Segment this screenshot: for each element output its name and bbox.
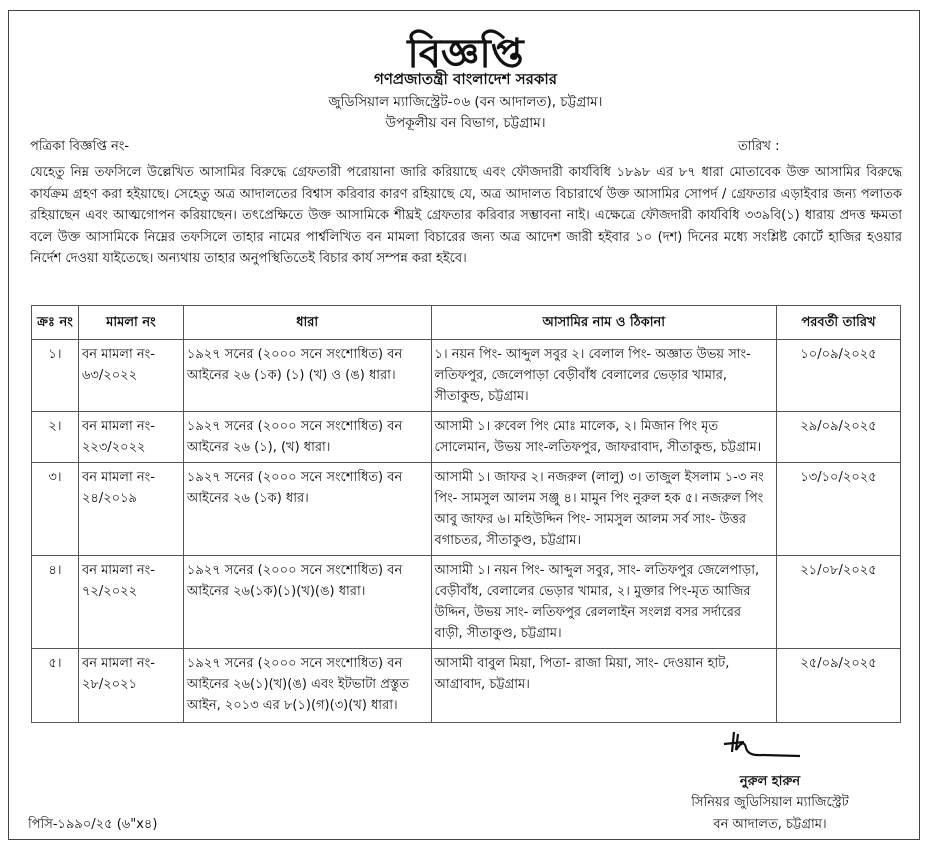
signatory-designation: সিনিয়র জুডিসিয়াল ম্যাজিস্ট্রেট — [691, 795, 849, 810]
next-date-cell: ২৯/০৯/২০২৫ — [777, 412, 901, 463]
next-date-cell: ১৩/১০/২০২৫ — [777, 463, 901, 556]
accused-cell: আসামী বাবুল মিয়া, পিতা- রাজা মিয়া, সাং- দেওয়ান হাট, আগ্রাবাদ, চট্টগ্রাম। — [431, 649, 777, 723]
department-name: উপকূলীয় বন বিভাগ, চট্টগ্রাম। — [385, 115, 546, 131]
section-cell: ১৯২৭ সনের (২০০০ সনে সংশোধিত) বন আইনের ২৬ (১), (খ) ধারা। — [183, 412, 431, 463]
header-serial: ক্রঃ নং — [32, 306, 79, 340]
table-row — [32, 340, 901, 412]
header-accused: আসামির নাম ও ঠিকানা — [431, 306, 777, 340]
signatory-office: বন আদালত, চট্টগ্রাম। — [713, 817, 827, 832]
next-date-cell: ১০/০৯/২০২৫ — [777, 340, 901, 412]
section-cell: ১৯২৭ সনের (২০০০ সনে সংশোধিত) বন আইনের ২৬(১)(খ)(ঙ) এবং ইটভাটা প্রস্তুত আইন, ২০১৩ এর ৮(১)(গ)(৩)(খ) ধারা। — [183, 649, 431, 723]
table-row — [32, 556, 901, 649]
serial-cell: ৫। — [32, 649, 79, 723]
government-name: গণপ্রজাতন্ত্রী বাংলাদেশ সরকার — [374, 70, 557, 88]
case-no-cell: বন মামলা নং- ২৮/২০২১ — [78, 649, 183, 723]
case-no-cell: বন মামলা নং- ৬৩/২০২২ — [78, 340, 183, 412]
signature-image — [722, 730, 802, 760]
accused-cell: আসামী ১। নয়ন পিং- আব্দুল সবুর, সাং- লতিফপুর জেলেপাড়া, বেড়ীবাঁধ, বেলালের ভেড়ার খামার, ২। মুক্তার পিং-মৃত আজির উদ্দিন, উভয় সাং- লতিফপুর রেললাইন সংলগ্ন বসর সর্দারের বাড়ী, সীতাকুণ্ড, চট্টগ্রাম। — [431, 556, 777, 649]
case-no-cell: বন মামলা নং- ২২৩/২০২২ — [78, 412, 183, 463]
table-row — [32, 649, 901, 723]
serial-cell: ৪। — [32, 556, 79, 649]
header-case-no: মামলা নং — [78, 306, 183, 340]
notice-title: বিজ্ঞপ্তি — [407, 31, 524, 77]
notice-ref-label: পত্রিকা বিজ্ঞপ্তি নং- — [30, 139, 130, 154]
accused-cell: আসামী ১। জাফর ২। নজরুল (লালু) ৩। তাজুল ইসলাম ১-৩ নং পিং- সামসুল আলম সঞ্জু ৪। মামুন পিং নুরুল হক ৫। নজরুল পিং আবু জাফর ৬। মহিউদ্দিন পিং- সামসুল আলম সর্ব সাং- উত্তর বগাচতর, সীতাকুণ্ড, চট্টগ্রাম। — [431, 463, 777, 556]
court-name: জুডিসিয়াল ম্যাজিস্ট্রেট-০৬ (বন আদালত), চট্টগ্রাম। — [328, 94, 603, 110]
footer-code: পিসি-১৯৯০/২৫ (৬"x৪) — [28, 817, 158, 832]
case-no-cell: বন মামলা নং- ৭২/২০২২ — [78, 556, 183, 649]
case-no-cell: বন মামলা নং- ২৪/২০১৯ — [78, 463, 183, 556]
section-cell: ১৯২৭ সনের (২০০০ সনে সংশোধিত) বন আইনের ২৬(১ক)(১)(খ)(ঙ) ধারা। — [183, 556, 431, 649]
signatory-title — [640, 792, 900, 836]
serial-cell: ৩। — [32, 463, 79, 556]
header-section: ধারা — [183, 306, 431, 340]
serial-cell: ১। — [32, 340, 79, 412]
notice-body: যেহেতু নিম্ন তফসিলে উল্লেখিত আসামির বিরুদ্ধে গ্রেফতারী পরোয়ানা জারি করিয়াছে এবং ফৌজদারী কার্যবিধি ১৮৯৮ এর ৮৭ ধারা মোতাবেক উক্ত আসামির বিরুদ্ধে কার্যক্রম গ্রহণ করা হইয়াছে। সেহেতু অত্র আদালতের বিশ্বাস করিবার কারণ রহিয়াছে যে, অত্র আদালত বিচারার্থে উক্ত আসামির সোপর্দ / গ্রেফতার এড়াইবার জন্য পলাতক রহিয়াছেন এবং আত্মগোপন করিয়াছেন। তৎপ্রেক্ষিতে উক্ত আসামিকে শীঘ্রই গ্রেফতার করিবার সম্ভাবনা নাই। এক্ষেত্রে ফৌজদারী কার্যবিধি ৩৩৯বি(১) ধারায় প্রদত্ত ক্ষমতা বলে উক্ত আসামিকে নিম্নের তফসিলে তাহার নামের পার্শ্বলিখিত বন মামলা বিচারের জন্য অত্র আদেশ জারী হইবার ১০ (দশ) দিনের মধ্যে সংশ্লিষ্ট কোর্টে হাজির হওয়ার নির্দেশ দেওয়া যাইতেছে। অন্যথায় তাহার অনুপস্থিতিতেই বিচার কার্য সম্পন্ন করা হইবে। — [30, 165, 902, 266]
table-header-row — [32, 306, 901, 340]
next-date-cell: ২৫/০৯/২০২৫ — [777, 649, 901, 723]
table-row — [32, 463, 901, 556]
case-table — [31, 305, 901, 723]
section-cell: ১৯২৭ সনের (২০০০ সনে সংশোধিত) বন আইনের ২৬ (১ক) ধার। — [183, 463, 431, 556]
next-date-cell: ২১/০৮/২০২৫ — [777, 556, 901, 649]
date-label: তারিখ : — [738, 139, 780, 154]
accused-cell: ১। নয়ন পিং- আব্দুল সবুর ২। বেলাল পিং- অজ্ঞাত উভয় সাং- লতিফপুর, জেলেপাড়া বেড়ীবাঁধ বেলালের ভেড়ার খামার, সীতাকুন্ড, চট্টগ্রাম। — [431, 340, 777, 412]
table-row — [32, 412, 901, 463]
accused-cell: আসামী ১। রুবেল পিং মোঃ মালেক, ২। মিজান পিং মৃত সোলেমান, উভয় সাং-লতিফপুর, জাফরাবাদ, সীতাকুন্ড, চট্টগ্রাম। — [431, 412, 777, 463]
header-next-date: পরবর্তী তারিখ — [777, 306, 901, 340]
signatory-name: নুরুল হারুন — [739, 774, 801, 789]
section-cell: ১৯২৭ সনের (২০০০ সনে সংশোধিত) বন আইনের ২৬ (১ক) (১) (খ) ও (ঙ) ধারা। — [183, 340, 431, 412]
serial-cell: ২। — [32, 412, 79, 463]
